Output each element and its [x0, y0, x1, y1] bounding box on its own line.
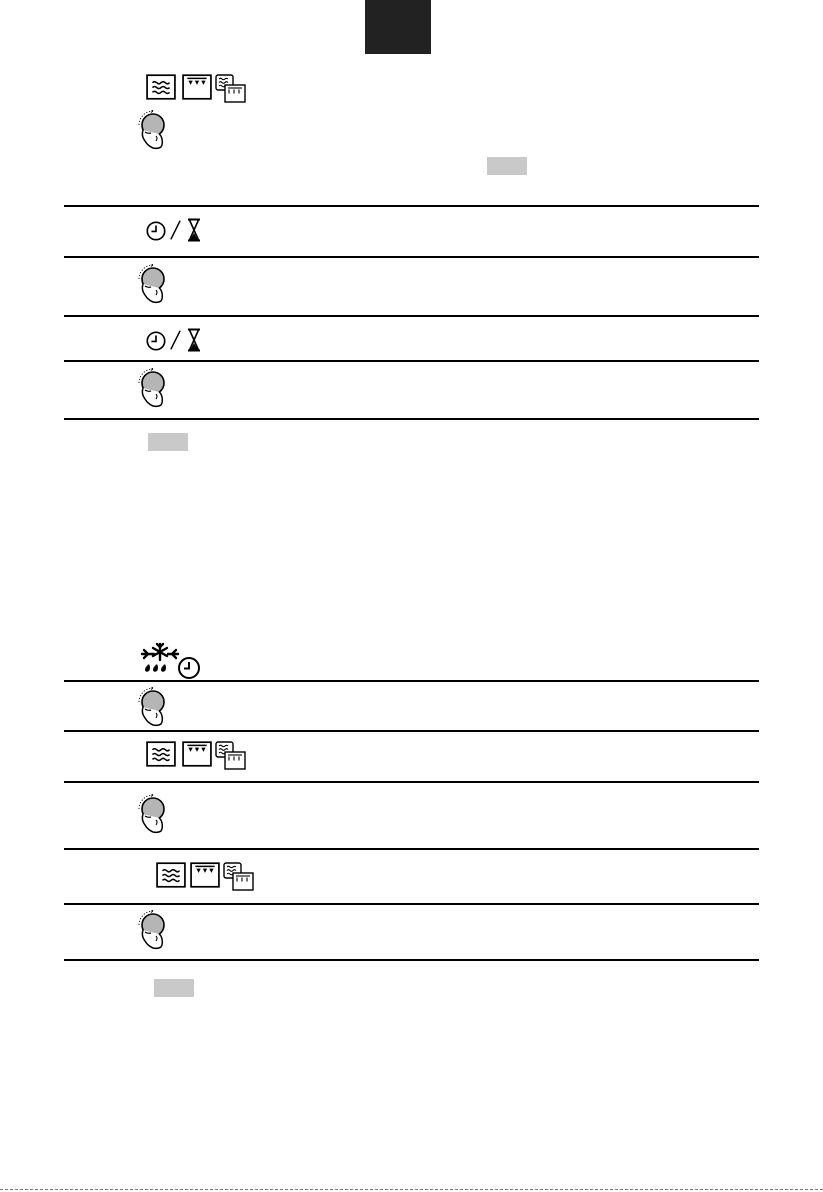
page-tab-marker — [365, 0, 431, 54]
highlight-key — [487, 157, 527, 175]
clock-icon — [145, 330, 167, 352]
divider — [64, 680, 759, 682]
divider — [64, 205, 759, 207]
dial-knob-icon — [136, 264, 170, 304]
highlight-key — [154, 979, 194, 997]
dial-knob-icon — [136, 910, 170, 950]
highlight-key — [148, 433, 188, 451]
dial-knob-icon — [136, 368, 170, 408]
divider — [64, 360, 759, 362]
hourglass-icon — [187, 328, 201, 352]
grill-icon — [190, 862, 220, 888]
slash-separator — [169, 218, 182, 242]
dial-knob-icon — [136, 794, 170, 834]
combination-icon — [214, 741, 248, 771]
combination-icon — [214, 74, 248, 104]
divider — [64, 418, 759, 420]
divider — [64, 315, 759, 317]
combination-icon — [222, 862, 256, 892]
grill-icon — [182, 74, 212, 100]
microwave-icon — [146, 74, 176, 100]
dial-knob-icon — [136, 110, 170, 150]
dial-knob-icon — [136, 687, 170, 727]
slash-separator — [169, 328, 182, 352]
divider — [64, 730, 759, 732]
page-cut-line — [0, 1189, 823, 1190]
divider — [64, 781, 759, 783]
divider — [64, 848, 759, 850]
microwave-icon — [156, 862, 186, 888]
grill-icon — [182, 741, 212, 767]
divider — [64, 959, 759, 961]
microwave-icon — [146, 741, 176, 767]
clock-icon — [145, 220, 167, 242]
divider — [64, 256, 759, 258]
divider — [64, 903, 759, 905]
hourglass-icon — [187, 218, 201, 242]
defrost-by-time-icon — [136, 642, 202, 680]
